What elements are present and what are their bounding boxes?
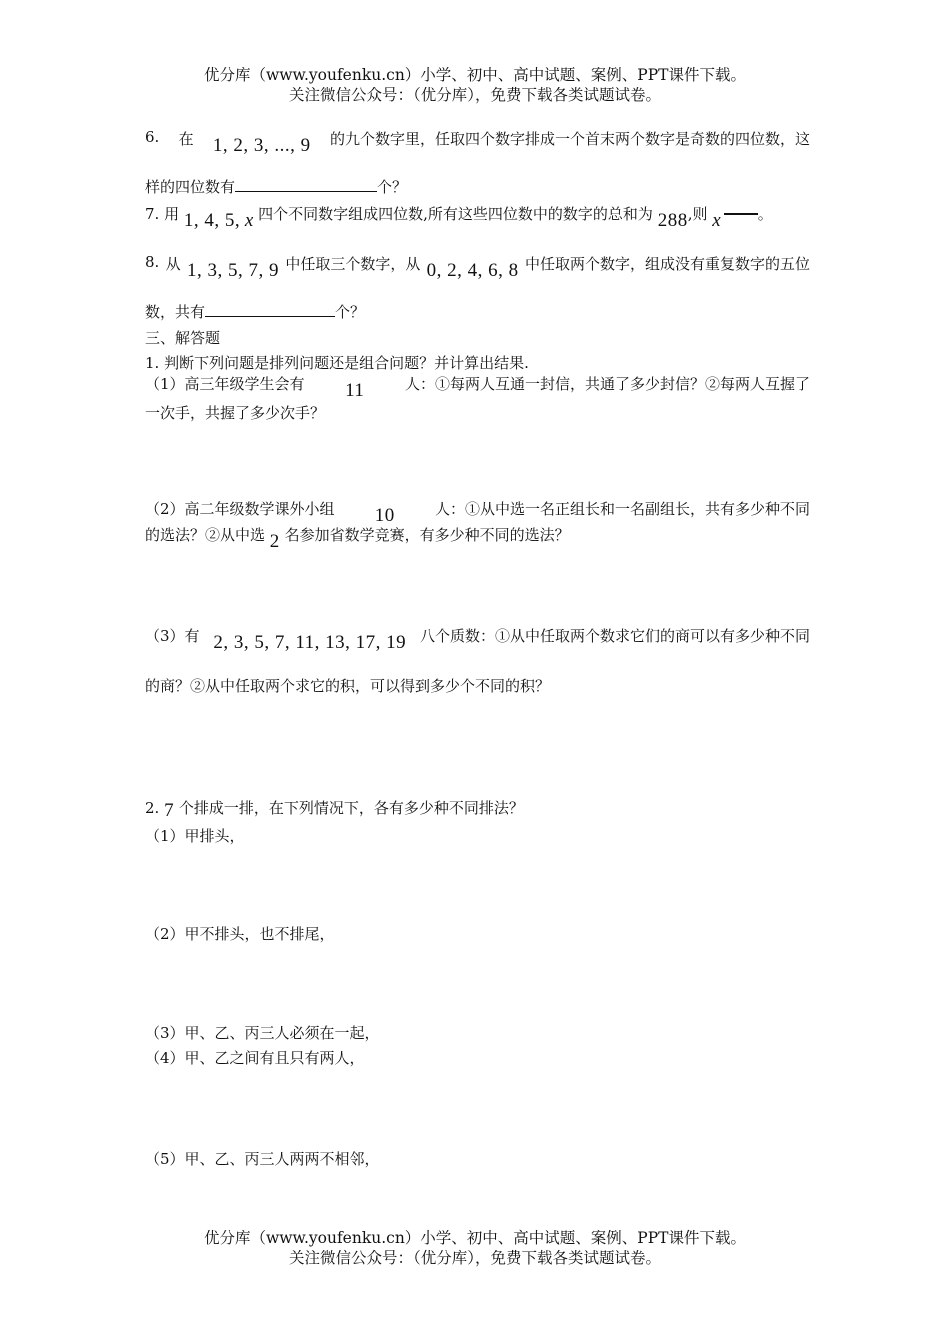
problem-2-part-1: （1）甲排头， [145, 827, 245, 845]
problem-2-part-4: （4）甲、乙之间有且只有两人， [145, 1049, 365, 1067]
question-8-line2: 数，共有 个？ [145, 303, 366, 321]
problem-1-part-1-line2: 一次手，共握了多少次手？ [145, 404, 326, 422]
math-digits-1-to-9: 1, 2, 3, ..., 9 [212, 135, 311, 156]
problem-2-part-3: （3）甲、乙、丙三人必须在一起， [145, 1024, 380, 1042]
problem-1-part-3-line1: （3）有 2, 3, 5, 7, 11, 13, 17, 19 八个质数：①从中任取两个数求它们的商可以有多少种不同 [145, 627, 810, 653]
question-8-number: 8. [145, 253, 160, 271]
problem-1-part-1-line1: （1）高三年级学生会有 11 人：①每两人互通一封信，共通了多少封信？②每两人互握了 [145, 375, 810, 401]
page-footer-line1: 优分库（www.youfenku.cn）小学、初中、高中试题、案例、PPT课件下载。 [203, 1229, 747, 1247]
question-6-line2: 样的四位数有 个？ [145, 178, 408, 196]
answer-blank-q8[interactable] [205, 316, 335, 317]
page-header-line2: 关注微信公众号：（优分库），免费下载各类试题试卷。 [288, 86, 661, 104]
question-8-line1: 8. 从 1, 3, 5, 7, 9 中任取三个数字，从 0, 2, 4, 6, 8 中任取两个数字，组成没有重复数字的五位 [145, 253, 810, 281]
problem-1-part-2-line2: 的选法？②从中选 2 名参加省数学竞赛，有多少种不同的选法？ [145, 526, 570, 552]
question-6-line1: 6. 在 1, 2, 3, ..., 9 的九个数字里，任取四个数字排成一个首末两个数字是奇数的四位数，这 [145, 128, 810, 156]
answer-blank-q7[interactable] [724, 213, 758, 215]
problem-1-intro: 1. 判断下列问题是排列问题还是组合问题？并计算出结果. [145, 354, 529, 372]
question-7: 7. 用 1, 4, 5, x 四个不同数字组成四位数,所有这些四位数中的数字的总和为 288,则 x 。 [145, 205, 773, 231]
question-7-number: 7. [145, 205, 160, 223]
page-header-line1: 优分库（www.youfenku.cn）小学、初中、高中试题、案例、PPT课件下载。 [203, 66, 747, 84]
problem-2-part-2: （2）甲不排头，也不排尾， [145, 925, 335, 943]
question-6-number: 6. [145, 128, 160, 146]
problem-1-part-2-line1: （2）高二年级数学课外小组 10 人：①从中选一名正组长和一名副组长，共有多少种不同 [145, 500, 810, 526]
section-3-heading: 三、解答题 [145, 329, 221, 347]
problem-1-part-3-line2: 的商？②从中任取两个求它的积，可以得到多少个不同的积？ [145, 677, 551, 695]
answer-blank-q6[interactable] [235, 191, 377, 192]
problem-2-intro: 2. 7 个排成一排，在下列情况下，各有多少种不同排法？ [145, 799, 524, 821]
page-footer-line2: 关注微信公众号：（优分库），免费下载各类试题试卷。 [288, 1249, 661, 1267]
problem-2-part-5: （5）甲、乙、丙三人两两不相邻， [145, 1150, 380, 1168]
